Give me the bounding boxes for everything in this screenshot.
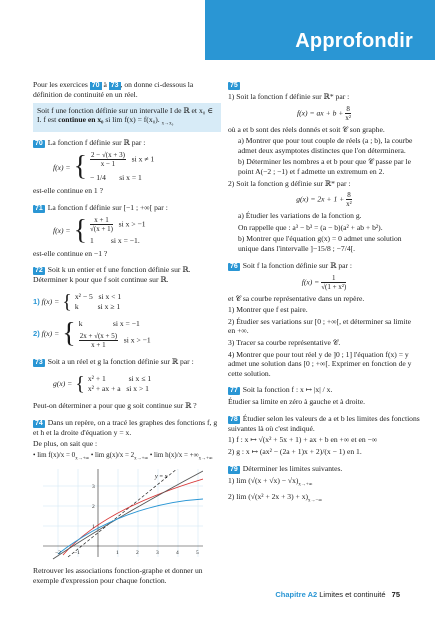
- chapter-label: Chapitre A2: [275, 590, 318, 599]
- exercise-73-question: Peut-on déterminer a pour que g soit continue sur ℝ ?: [33, 401, 197, 411]
- piecewise-definition: g(x) = { x² + 1 si x ≤ 1 x² + ax + a si x > 1: [53, 373, 152, 396]
- section-title: Approfondir: [295, 30, 413, 52]
- exercise-70-question: est-elle continue en 1 ?: [33, 186, 104, 196]
- exercise-76: 76 Soit f la fonction définie sur ℝ par :: [230, 260, 353, 270]
- piecewise-definition: 2) f(x) = { k si x = −1 $\frac{2x + √(x + 5)}{x + 1}$ si x > −1: [33, 318, 151, 350]
- exercise-73: 73 Soit a un réel et g la fonction définie sur ℝ par :: [35, 357, 194, 367]
- exercise-ref-70: 70: [91, 82, 100, 89]
- exercise-number: 79: [230, 465, 238, 473]
- exercise-72: 72 Soit k un entier et f une fonction définie sur ℝ. Déterminer k pour que f soit continue sur ℝ.: [33, 265, 191, 285]
- right-column: 75 1) Soit la fonction f définie sur ℝ* par : f(x) = ax + b + $\frac{8}{\text{x²}}$ où a et b sont des réels donnés et soit 𝒞 son graphe. a) Montrer que pour tout couple de réels (a ; b), la courbe admet deux asymptotes distinctes que l'on déterminera. b) Déterminer les nombres a et b pour que 𝒞 passe par le point A(−2 ; −1) et f admette un extremum en 2. 2) Soit la fonction g définie sur ℝ* par : g(x) = 2x + 1 + $\frac{8}{\text{x²}}$ a) Étudier les variations de la fonction g. On rappelle que : a³ − b³ = (a − b)(a² + ab + b²). b) Montrer que l'équation g(x) = 0 admet une solution unique dans l'intervalle ]−15/8 ; −7/4[. 76 Soit f la fonction définie sur ℝ par : f(x) = $\frac{1}{\text{√(1 + x²)}}$ et 𝒞 sa courbe représentative dans un repère. 1) Montrer que f est paire. 2) Étudier ses variations sur [0 ; +∞[, et déterminer sa limite en +∞. 3) Tracer sa courbe représentative 𝒞. 4) Montrer que pour tout réel y de ]0 ; 1] l'équation f(x) = y admet une solution dans [0 ; +∞[. Exprimer en fonction de y cette solution. 77 Soit la fonction f : x ↦ |x| / x. Étudier sa limite en zéro à gauche et à droite. 78 Étudier selon les valeurs de a et b les limites des fonctions suivantes là où c'est indiqué. 1) f : x ↦ √(x² + 5x + 1) + ax + b en +∞ et en −∞ 2) g : x ↦ (ax² − (2a + 1)x + 2)/(x − 1) en 1. 79 Déterminer les limites suivantes. 1) $\lim (√(x + √x) - √x)_{x\to+\infty}$ 2) $\lim (√(x^2 + 2x + 3) + x)_{x\to-\infty}$: [228, 82, 420, 504]
- x-tick-labels: [55, 550, 199, 556]
- exercise-number: 70: [35, 140, 43, 148]
- exercise-number: 76: [230, 262, 238, 270]
- svg-text:4: 4: [176, 549, 179, 556]
- definition-box: Soit f une fonction définie sur un intervalle I de ℝ et x₀ ∈ I. f est continue en x₀ si lim f(x) = f(x₀). $_{x\to x_0}$: [33, 103, 221, 133]
- intro-paragraph: Pour les exercices 70 à 73 , on donne ci-dessous la définition de continuité en un réel.: [33, 80, 194, 99]
- exercise-70: 70 La fonction f définie sur ℝ par :: [35, 138, 146, 148]
- left-column: Pour les exercices 70 à 73 , on donne ci-dessous la définition de continuité en un réel. Soit f une fonction définie sur un intervalle I de ℝ et x₀ ∈ I. f est continue en x₀ si lim f(x) = f(x₀). $_{x\to x_0}$ 70 La fonction f définie sur ℝ par : f(x) = { $\frac{2 - √(x + 3)}{x - 1}$ si x ≠ 1 − 1/4 si x = 1 est-elle continue en 1 ? 71 La fonction f définie sur [−1 ; +∞[ par : f(x) = { $\frac{x + 1}{√(x + 1)}$ si x > −1 1 si x = −1. est-elle continue en −1 ? 72 Soit k un entier et f une fonction définie sur ℝ. Déterminer k pour que f soit continue sur ℝ. 1) f(x) = { x² − 5 si x < 1 k si x ≥ 1 2) f(x) = { k si x = −1 $\frac{2x + √(x + 5)}{x + 1}$ si x > −1 73 Soit a un réel et g la fonction définie sur ℝ par : g(x) = { x² + 1 si x ≤ 1 x² + ax + a si x > 1 Peut-on déterminer a pour que g soit continue sur ℝ ? 74 Dans un repère, on a tracé les graphes des fonctions f, g et h et la droite d'équation y = x. De plus, on sait que : • $\lim f(x)/x = 0_{x\to+\infty}$ • $\lim g(x)/x = 2_{x\to+\infty}$ • $\lim h(x)/x = +\infty_{x\to+\infty}$ y = x −2 −1 1 2 3 4 5 3 2 1 Retrouver les associations fonction-graphe et donner un exemple d'expression pour chaque fonction.: [33, 80, 221, 588]
- piecewise-definition: f(x) = { $\frac{x + 1}{√(x + 1)}$ si x > −1 1 si x = −1.: [53, 214, 146, 246]
- exercise-number: 78: [230, 415, 238, 423]
- svg-text:1: 1: [92, 523, 95, 530]
- chapter-subtitle: Limites et continuité: [319, 590, 386, 599]
- equation-f: f(x) = $\frac{1}{\text{√(1 + x²)}}$: [301, 273, 347, 291]
- exercise-number: 71: [35, 204, 43, 212]
- page-footer: [275, 590, 400, 599]
- equation-g: g(x) = 2x + 1 + $\frac{8}{\text{x²}}$: [296, 191, 352, 209]
- exercise-number: 73: [35, 359, 43, 367]
- limits-list: • $\lim f(x)/x = 0_{x\to+\infty}$ • $\lim g(x)/x = 2_{x\to+\infty}$ • $\lim h(x)/x = +\infty_{x\to+\infty}$: [33, 450, 213, 462]
- exercise-number: 75: [230, 82, 238, 89]
- exercise-74: 74 Dans un repère, on a tracé les graphes des fonctions f, g et h et la droite d'équation y = x.: [33, 417, 218, 437]
- grid: [43, 469, 203, 557]
- curve-h: [63, 479, 203, 555]
- exercise-79: 79 Déterminer les limites suivantes.: [230, 463, 343, 473]
- svg-text:2: 2: [136, 549, 139, 556]
- section-banner: [205, 0, 435, 60]
- line-y-equals-x: [68, 469, 183, 557]
- function-graph: [43, 469, 203, 561]
- svg-text:−2: −2: [55, 549, 61, 556]
- svg-text:5: 5: [196, 549, 199, 556]
- piecewise-definition: 1) f(x) = { x² − 5 si x < 1 k si x ≥ 1: [33, 291, 122, 314]
- exercise-number: 74: [35, 419, 43, 427]
- piecewise-definition: f(x) = { $\frac{2 - √(x + 3)}{x - 1}$ si x ≠ 1 − 1/4 si x = 1: [53, 151, 155, 183]
- y-tick-labels: [92, 484, 95, 530]
- exercise-74-question: Retrouver les associations fonction-graphe et donner un exemple d'expression pour chaque fonction.: [33, 566, 203, 586]
- svg-text:3: 3: [92, 483, 95, 490]
- equation-f: f(x) = ax + b + $\frac{8}{\text{x²}}$: [297, 104, 351, 122]
- exercise-77: 77 Soit la fonction f : x ↦ |x| / x.: [230, 385, 333, 395]
- exercise-number: 72: [35, 267, 43, 275]
- exercise-ref-73: 73: [110, 82, 119, 89]
- exercise-75: [228, 80, 420, 90]
- svg-text:−1: −1: [74, 549, 80, 556]
- svg-text:1: 1: [116, 549, 119, 556]
- graph-line-label: y = x: [155, 473, 168, 480]
- exercise-number: 77: [230, 387, 238, 395]
- definition-bold: continue en x₀: [58, 115, 104, 125]
- svg-text:2: 2: [92, 503, 95, 510]
- exercise-78: 78 Étudier selon les valeurs de a et b les limites des fonctions suivantes là où c'est indiqué.: [228, 413, 420, 433]
- svg-text:3: 3: [156, 549, 159, 556]
- page-number: 75: [391, 590, 400, 599]
- exercise-71-question: est-elle continue en −1 ?: [33, 248, 108, 258]
- exercise-71: 71 La fonction f définie sur [−1 ; +∞[ par :: [35, 202, 168, 212]
